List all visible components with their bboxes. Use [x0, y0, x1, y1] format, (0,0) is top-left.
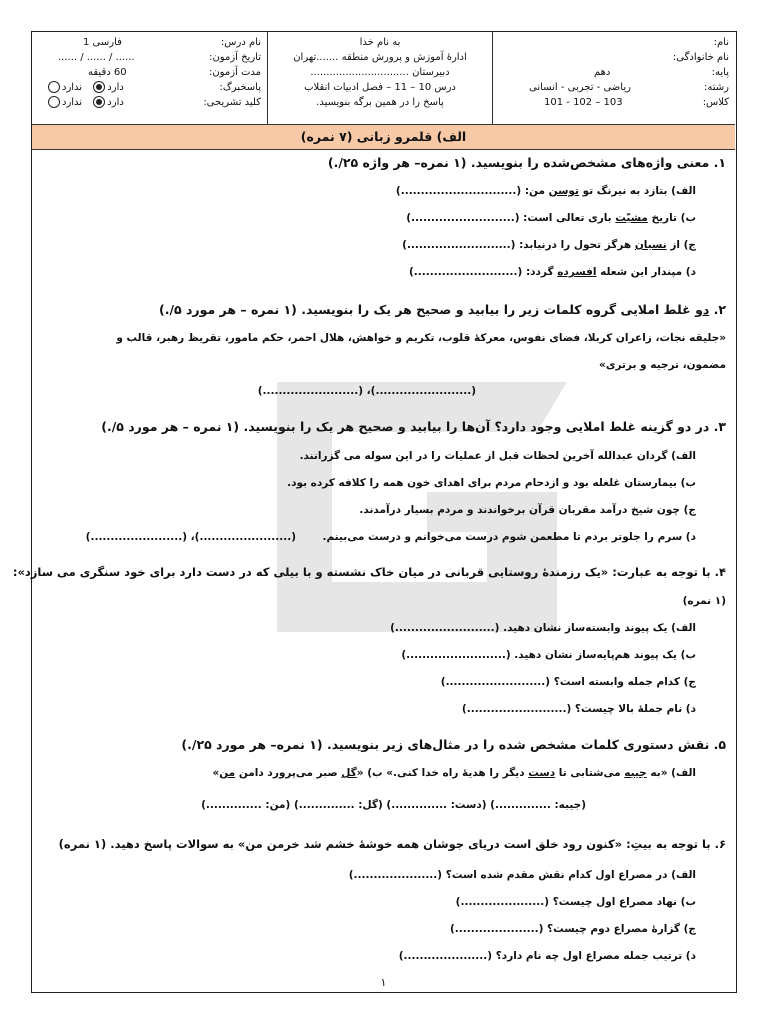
exam-header	[32, 32, 735, 124]
field-label: رشته:	[704, 82, 729, 93]
field-value: ریاضی - تجربی - انسانی	[529, 82, 631, 93]
date-label: تاریخ آزمون:	[209, 52, 261, 63]
class-label: کلاس:	[702, 97, 729, 108]
q6-title: ۶. با توجه به بیتِ: «کنون رود خلق است دریای جوشان همه خوشهٔ خشم شد خرمن من» به سوالات پاسخ دهید. (۱ نمره)	[58, 837, 726, 851]
q2-answer-blanks: (........................)، (........................)	[257, 385, 476, 397]
section-title: الف) قلمرو زبانی (۷ نمره)	[32, 124, 735, 150]
q1-title: ۱. معنی واژه‌های مشخص‌شده را بنویسید. (۱ نمره– هر واژه ۲۵/.)	[327, 155, 726, 170]
q1-item-b: ب) تاریخ مشیّت باری تعالی است: (..........................)	[406, 212, 696, 224]
student-info	[492, 32, 735, 124]
school-name: دبیرستان ...............................	[310, 67, 450, 78]
q1-item-d: د) مپندار این شعله افسرده گردد: (..........................)	[408, 266, 696, 278]
exam-page	[12, 31, 737, 993]
q4-item-d: د) نام جملهٔ بالا چیست؟ (.........................)	[461, 703, 696, 715]
course-label: نام درس:	[220, 37, 261, 48]
q4-item-a: الف) یک پیوند وابسته‌ساز نشان دهید. (.........................)	[390, 622, 696, 634]
q5-answer-blanks: (جیبه: ..............) (دست: ..............) (گل: ..............) (من: ..............)	[201, 799, 586, 811]
answer-sheet-options: دارد ندارد	[46, 80, 124, 95]
q1-item-a: الف) بتازد به نیرنگ تو توسن من: (.............................)	[395, 185, 696, 197]
q3-title: ۳. در دو گزینه غلط املایی وجود دارد؟ آن‌ها را بیابید و صحیح هر یک را بنویسید. (۱ نمره – هر مورد ۵/.)	[101, 419, 726, 434]
q5-examples: الف) «به جیبه می‌شتابی تا دست دیگر را هدیهٔ راه خدا کنی.» ب) «گل صبر می‌پرورد دامن من»	[212, 767, 696, 779]
q6-item-a: الف) در مصراع اول کدام نقش مقدم شده است؟ (.....................)	[348, 869, 696, 881]
answer-instruction: پاسخ را در همین برگه بنویسید.	[316, 97, 444, 108]
education-office: ادارهٔ آموزش و پرورش منطقه .......تهران	[293, 52, 467, 63]
q3-option-c: ج) چون شیخ درآمد مقربان قرآن برخواندند و مردم بسیار درآمدند.	[359, 504, 696, 516]
q1-item-c: ج) از نسیان هرگز تحول را درنیابد: (..........................)	[402, 239, 696, 251]
q4-item-b: ب) یک پیوند هم‌پایه‌ساز نشان دهید. (.........................)	[401, 649, 696, 661]
q4-score: (۱ نمره)	[682, 595, 726, 607]
duration-value: 60 دقیقه	[88, 67, 127, 78]
course-value: فارسی 1	[83, 37, 122, 48]
q3-option-a: الف) گردان عبدالله آخرین لحظات قبل از عملیات را در این سوله می گزرانند.	[299, 450, 696, 462]
q4-title: ۴. با توجه به عبارت: «یک رزمندهٔ روستایی قربانی در میان خاک نشسته و با بیلی که در دست دارد برای خود سنگری می سازد»:	[12, 565, 726, 579]
q3-answer-blanks: (.......................)، (.......................)	[85, 531, 296, 543]
q4-item-c: ج) کدام جمله وابسته است؟ (.........................)	[440, 676, 696, 688]
answer-sheet-label: پاسخبرگ:	[219, 82, 261, 93]
duration-label: مدت آزمون:	[208, 67, 261, 78]
q2-words-line1: «جلیقه نجات، زاعران کربلا، فضای نفوس، معرکهٔ قلوب، تکریم و خواهش، هلال احمر، حکم مامور، تقریظ رهبر، قالب و	[116, 332, 726, 344]
answer-key-hasnot-radio[interactable]	[48, 96, 60, 108]
student-name-label: نام:	[713, 37, 729, 48]
q2-title: ۲. دو غلط املایی گروه کلمات زیر را بیابید و صحیح هر یک را بنویسید. (۱ نمره – هر مورد ۵/.)	[158, 302, 726, 317]
q6-item-c: ج) گزارهٔ مصراع دوم چیست؟ (.....................)	[450, 923, 696, 935]
answer-sheet-hasnot-radio[interactable]	[48, 81, 60, 93]
answer-key-has-radio[interactable]	[93, 96, 105, 108]
student-family-label: نام خانوادگی:	[672, 52, 729, 63]
answer-sheet-has-radio[interactable]	[93, 81, 105, 93]
grade-value: دهم	[594, 67, 611, 78]
q6-item-d: د) ترتیب جمله مصراع اول چه نام دارد؟ (.....................)	[398, 950, 696, 962]
basmala: به نام خدا	[359, 37, 401, 48]
q3-option-b: ب) بیمارستان غلغله بود و ازدحام مردم برای اهدای خون همه را کلافه کرده بود.	[287, 477, 696, 489]
class-value: 103 – 102 - 101	[544, 97, 623, 108]
school-info	[267, 32, 492, 124]
lesson-range: درس 10 – 11 – فصل ادبیات انقلاب	[304, 82, 456, 93]
q6-item-b: ب) نهاد مصراع اول چیست؟ (.....................)	[455, 896, 696, 908]
grade-label: پایه:	[711, 67, 729, 78]
answer-key-options: دارد ندارد	[46, 95, 124, 110]
q5-title: ۵. نقش دستوری کلمات مشخص شده را در مثال‌های زیر بنویسید. (۱ نمره– هر مورد ۲۵/.)	[181, 737, 726, 752]
answer-key-label: کلید تشریحی:	[203, 97, 261, 108]
q3-option-d: د) سرم را جلوتر بردم تا مطعمن شوم درست می‌خوانم و درست می‌بینم.	[322, 531, 696, 543]
page-number: ۱	[380, 976, 387, 989]
date-value: ...... / ...... / ......	[58, 52, 135, 63]
q2-words-line2: مضمون، ترجیه و برتری»	[599, 359, 726, 371]
exam-info	[32, 32, 267, 124]
